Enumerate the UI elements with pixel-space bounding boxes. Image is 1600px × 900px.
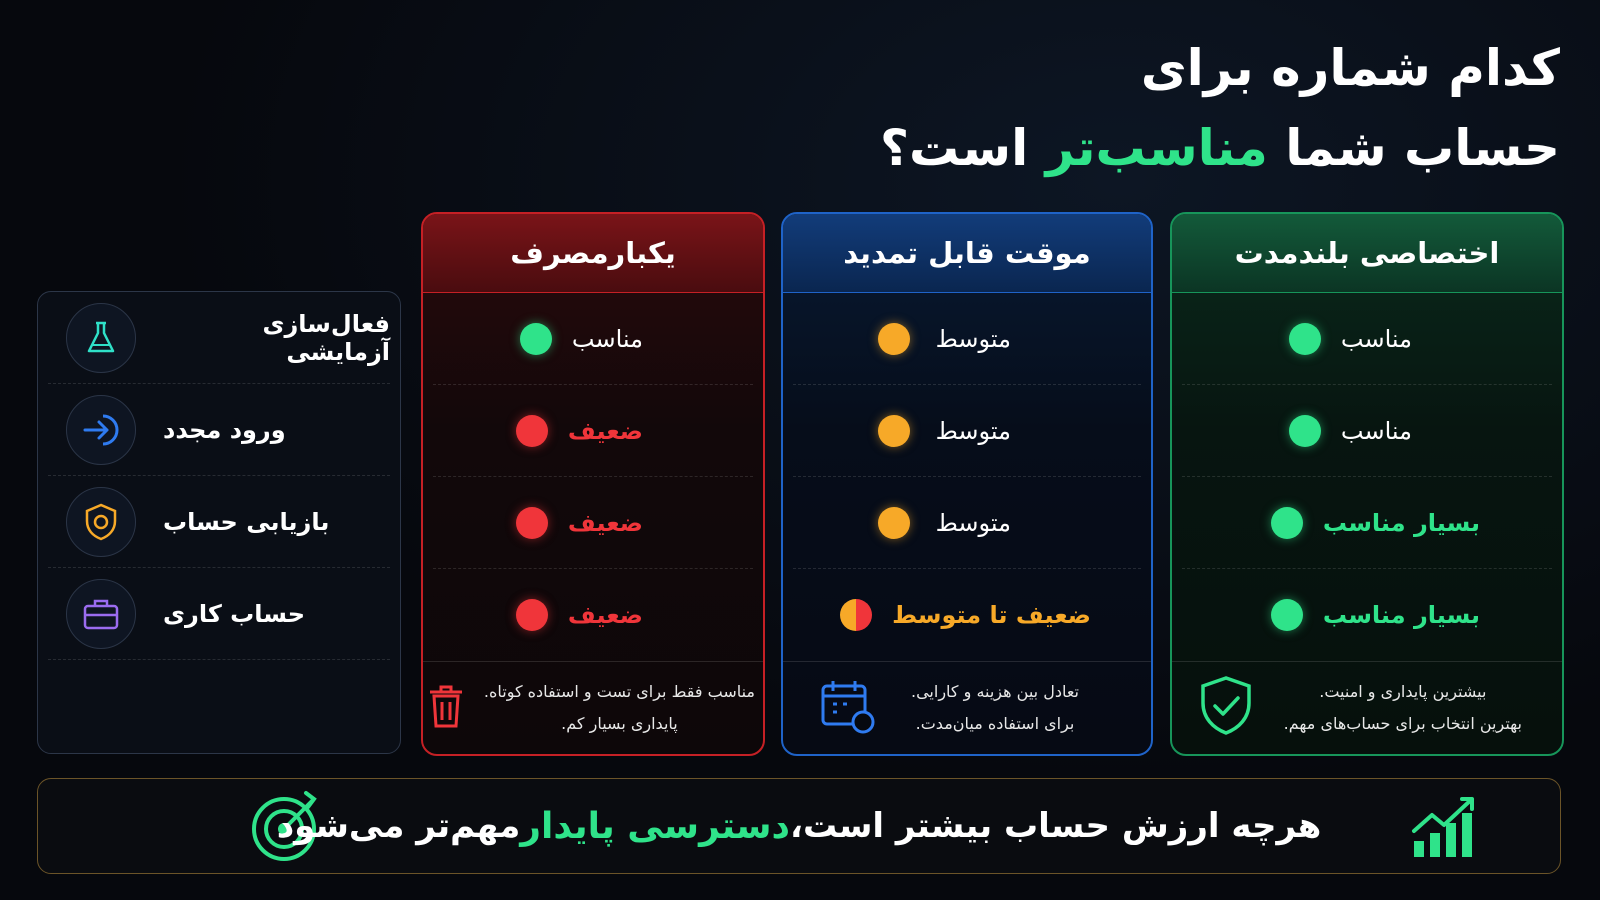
rating-label: ضعیف xyxy=(567,600,643,629)
rating-label: متوسط xyxy=(935,508,1011,537)
rating-label: ضعیف تا متوسط xyxy=(892,600,1091,629)
card-row xyxy=(1182,293,1552,385)
footer-line: بهترین انتخاب برای حساب‌های مهم. xyxy=(1283,714,1522,733)
criteria-label: ورود مجدد xyxy=(163,415,286,444)
card-temporary xyxy=(781,212,1153,756)
summary-highlight: دسترسی پایدار xyxy=(520,805,791,847)
title-line-2-start: حساب شما xyxy=(1267,119,1560,177)
card-footer-text xyxy=(911,676,1079,740)
card-footer-text xyxy=(1284,676,1522,740)
rating-dot xyxy=(1289,415,1321,447)
flask-icon xyxy=(66,303,136,373)
shield-refresh-icon xyxy=(66,487,136,557)
criteria-label: بازیابی حساب xyxy=(163,507,330,536)
criteria-row xyxy=(48,568,390,660)
card-footer-text xyxy=(484,676,755,740)
card-row xyxy=(1182,477,1552,569)
criteria-row xyxy=(48,384,390,476)
footer-line: مناسب فقط برای تست و استفاده کوتاه. xyxy=(483,682,755,701)
card-dedicated xyxy=(1170,212,1564,756)
criteria-label: فعال‌سازی آزمایشی xyxy=(262,309,390,366)
card-row xyxy=(433,385,753,477)
shield-check-icon xyxy=(1198,675,1254,741)
footer-line: برای استفاده میان‌مدت. xyxy=(915,714,1075,733)
title-line-2-end: است؟ xyxy=(880,119,1046,177)
rating-label: متوسط xyxy=(935,324,1011,353)
summary-bar xyxy=(37,778,1561,874)
card-row xyxy=(1182,385,1552,477)
card-row xyxy=(1182,569,1552,660)
card-disposable xyxy=(421,212,765,756)
rating-dot xyxy=(878,415,910,447)
page-title xyxy=(880,28,1560,188)
card-footer xyxy=(423,661,763,754)
trash-icon xyxy=(426,682,466,734)
criteria-panel xyxy=(37,291,401,754)
card-row xyxy=(793,385,1141,477)
calendar-refresh-icon xyxy=(819,676,879,740)
card-row xyxy=(793,477,1141,569)
rating-dot xyxy=(878,323,910,355)
footer-line: بیشترین پایداری و امنیت. xyxy=(1319,682,1487,701)
rating-dot xyxy=(878,507,910,539)
card-row xyxy=(433,293,753,385)
rating-label: مناسب xyxy=(1340,324,1412,353)
rating-label: مناسب xyxy=(571,324,643,353)
summary-text-start: هرچه ارزش حساب بیشتر است، xyxy=(790,806,1322,846)
card-header: یکبارمصرف xyxy=(423,214,763,293)
rating-dot xyxy=(516,415,548,447)
rating-dot xyxy=(1289,323,1321,355)
summary-text-end: مهم‌تر می‌شود xyxy=(276,806,521,846)
criteria-row xyxy=(48,476,390,568)
rating-label: بسیار مناسب xyxy=(1322,508,1480,537)
card-row xyxy=(793,293,1141,385)
criteria-label: حساب کاری xyxy=(163,599,305,628)
card-header: موقت قابل تمدید xyxy=(783,214,1151,293)
title-line-1: کدام شماره برای xyxy=(1140,39,1560,97)
card-row xyxy=(433,569,753,660)
rating-dot xyxy=(1271,507,1303,539)
card-header: اختصاصی بلندمدت xyxy=(1172,214,1562,293)
summary-text xyxy=(38,779,1560,873)
rating-dot xyxy=(840,599,872,631)
criteria-row xyxy=(48,292,390,384)
login-arrow-icon xyxy=(66,395,136,465)
rating-dot xyxy=(1271,599,1303,631)
rating-label: متوسط xyxy=(935,416,1011,445)
briefcase-icon xyxy=(66,579,136,649)
rating-dot xyxy=(516,507,548,539)
card-footer xyxy=(1172,661,1562,754)
rating-dot xyxy=(516,599,548,631)
rating-label: ضعیف xyxy=(567,508,643,537)
rating-label: بسیار مناسب xyxy=(1322,600,1480,629)
rating-label: مناسب xyxy=(1340,416,1412,445)
card-footer xyxy=(783,661,1151,754)
card-row xyxy=(433,477,753,569)
card-row xyxy=(793,569,1141,660)
rating-dot xyxy=(520,323,552,355)
footer-line: تعادل بین هزینه و کارایی. xyxy=(911,682,1079,701)
footer-line: پایداری بسیار کم. xyxy=(561,714,678,733)
title-line-2 xyxy=(880,108,1560,188)
rating-label: ضعیف xyxy=(567,416,643,445)
title-highlight: مناسب‌تر xyxy=(1045,119,1268,177)
growth-chart-icon xyxy=(1410,793,1480,863)
